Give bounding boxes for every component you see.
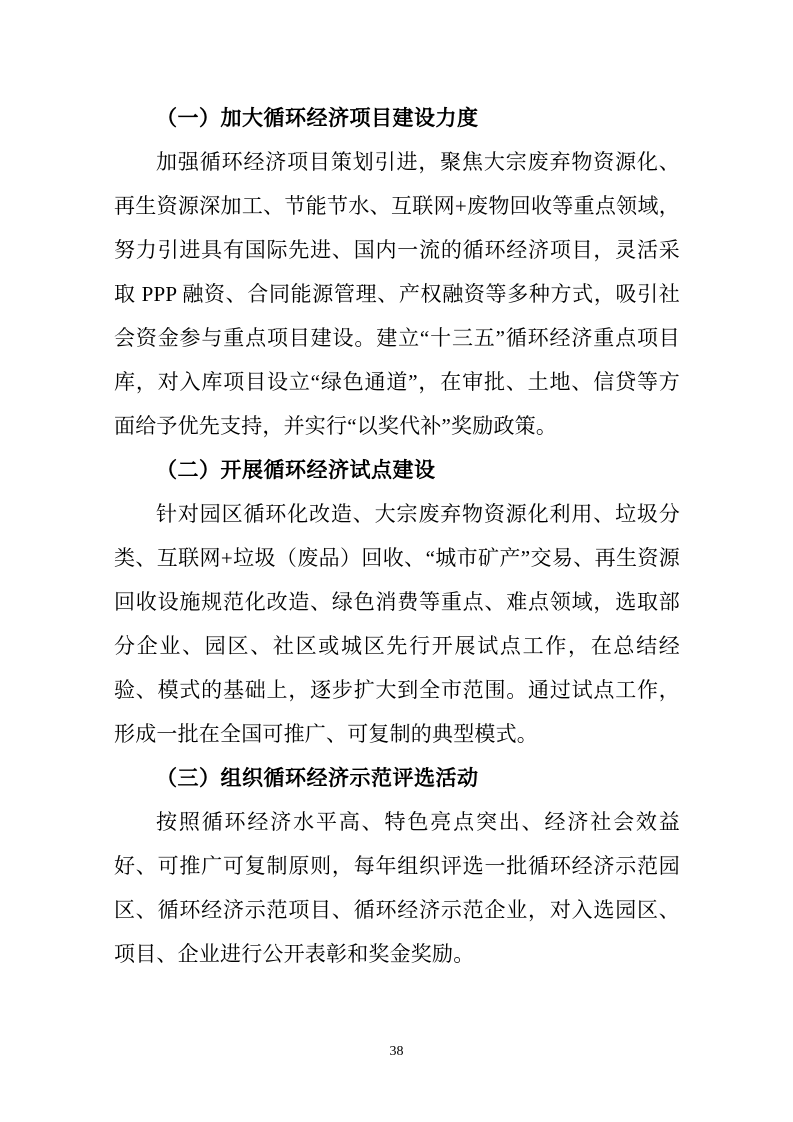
section-1 — [114, 96, 680, 448]
page-body-text — [114, 96, 680, 976]
section-1-paragraph: 加强循环经济项目策划引进，聚焦大宗废弃物资源化、再生资源深加工、节能节水、互联网+废物回收等重点领域，努力引进具有国际先进、国内一流的循环经济项目，灵活采取 PPP 融资、合同能源管理、产权融资等多种方式，吸引社会资金参与重点项目建设。建立“十三五”循环经济重点项目库，对入库项目设立“绿色通道”，在审批、土地、信贷等方面给予优先支持，并实行“以奖代补”奖励政策。 — [114, 150, 680, 438]
section-1-heading: （一）加大循环经济项目建设力度 — [156, 106, 479, 130]
section-2-heading: （二）开展循环经济试点建设 — [156, 458, 436, 482]
section-2-paragraph: 针对园区循环化改造、大宗废弃物资源化利用、垃圾分类、互联网+垃圾（废品）回收、“城市矿产”交易、再生资源回收设施规范化改造、绿色消费等重点、难点领域，选取部分企业、园区、社区或城区先行开展试点工作，在总结经验、模式的基础上，逐步扩大到全市范围。通过试点工作，形成一批在全国可推广、可复制的典型模式。 — [114, 502, 680, 746]
section-3-paragraph: 按照循环经济水平高、特色亮点突出、经济社会效益好、可推广可复制原则，每年组织评选一批循环经济示范园区、循环经济示范项目、循环经济示范企业，对入选园区、项目、企业进行公开表彰和奖金奖励。 — [114, 810, 680, 966]
section-3-heading: （三）组织循环经济示范评选活动 — [156, 766, 479, 790]
page-number: 38 — [389, 1044, 404, 1059]
section-3 — [114, 756, 680, 976]
section-2 — [114, 448, 680, 756]
